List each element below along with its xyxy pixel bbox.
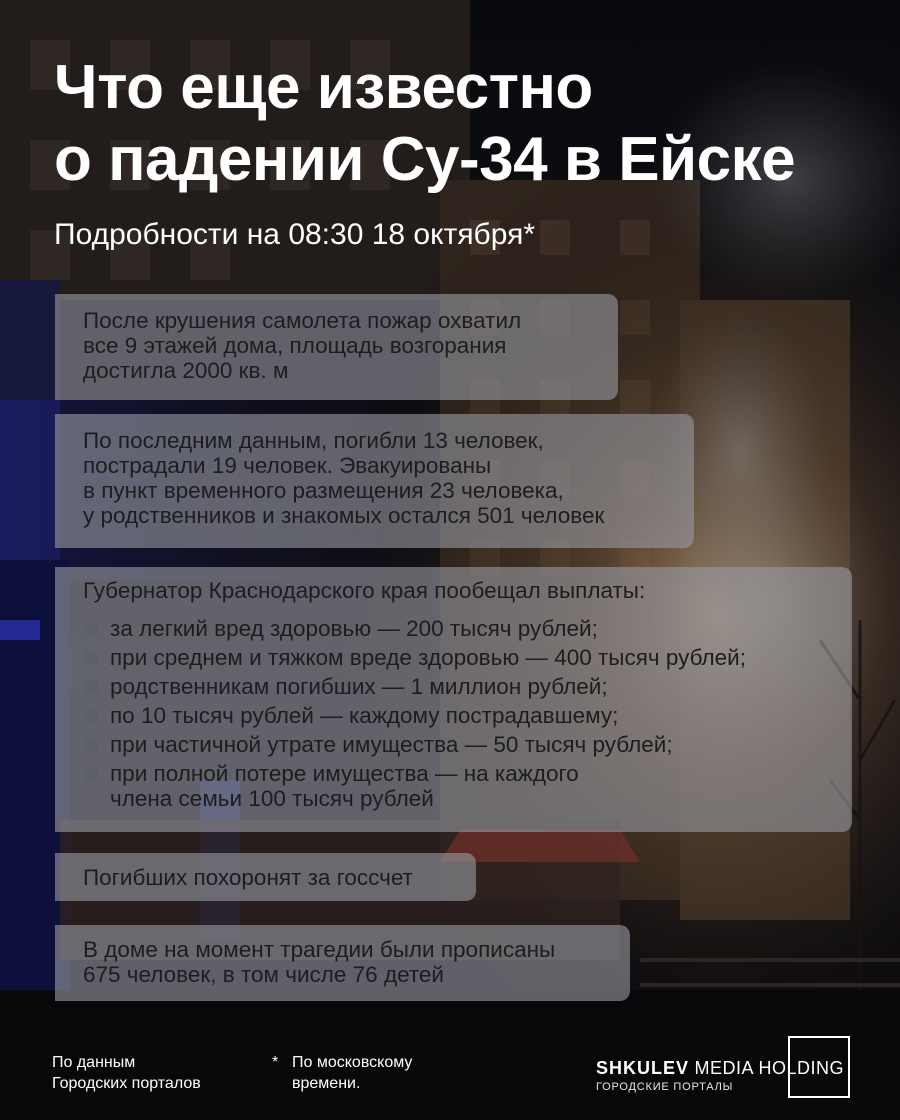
card-line: пострадали 19 человек. Эвакуированы [83, 453, 492, 478]
residents-info-card [55, 925, 630, 1001]
payments-info-card [55, 567, 852, 832]
card-line: По последним данным, погибли 13 человек, [83, 428, 544, 453]
card-line: Погибших похоронят за госсчет [83, 865, 413, 890]
square-bullet-icon [85, 739, 98, 752]
card-line: в пункт временного размещения 23 человека, [83, 478, 564, 503]
logo-square-icon [788, 1036, 850, 1098]
logo-subtitle: ГОРОДСКИЕ ПОРТАЛЫ [596, 1081, 734, 1093]
list-item [83, 703, 838, 728]
list-item-text: по 10 тысяч рублей — каждому пострадавшему; [110, 703, 619, 728]
list-item [83, 616, 838, 641]
square-bullet-icon [85, 681, 98, 694]
title-line-1: Что еще известно [54, 53, 593, 122]
page-title [54, 52, 795, 196]
source-line: Городских порталов [52, 1075, 201, 1092]
list-item-text: при частичной утрате имущества — 50 тысяч рублей; [110, 732, 673, 757]
note-line: времени. [292, 1075, 361, 1092]
card-line: 675 человек, в том числе 76 детей [83, 962, 444, 987]
note-line: По московскому [292, 1054, 413, 1071]
source-line: По данным [52, 1054, 136, 1071]
list-item-text: за легкий вред здоровью — 200 тысяч рублей; [110, 616, 598, 641]
source-note [52, 1052, 201, 1094]
card-line: все 9 этажей дома, площадь возгорания [83, 333, 507, 358]
subtitle: Подробности на 08:30 18 октября* [54, 218, 536, 251]
list-item [83, 674, 838, 699]
card-line: достигла 2000 кв. м [83, 358, 289, 383]
payments-list [83, 616, 838, 811]
logo-brand: SHKULEV [596, 1058, 690, 1078]
list-item-text: члена семьи 100 тысяч рублей [110, 786, 434, 811]
square-bullet-icon [85, 652, 98, 665]
square-bullet-icon [85, 710, 98, 723]
card-line: В доме на момент трагедии были прописаны [83, 937, 556, 962]
payments-lead: Губернатор Краснодарского края пообещал выплаты: [83, 578, 646, 603]
card-line: После крушения самолета пожар охватил [83, 308, 522, 333]
title-line-2: о падении Су-34 в Ейске [54, 125, 796, 194]
logo-rest: MEDIA HOLDING [694, 1058, 845, 1078]
list-item [83, 761, 838, 811]
casualties-info-card [55, 414, 694, 548]
list-item [83, 732, 838, 757]
list-item [83, 645, 838, 670]
footnote-star: * [272, 1054, 279, 1071]
square-bullet-icon [85, 768, 98, 781]
square-bullet-icon [85, 623, 98, 636]
list-item-text: родственникам погибших — 1 миллион рублей; [110, 674, 608, 699]
timezone-note [292, 1052, 412, 1094]
funeral-info-card [55, 853, 476, 901]
card-line: у родственников и знакомых остался 501 человек [83, 503, 605, 528]
list-item-text: при полной потере имущества — на каждого [110, 761, 579, 786]
list-item-text: при среднем и тяжком вреде здоровью — 400 тысяч рублей; [110, 645, 746, 670]
fire-info-card [55, 294, 618, 400]
